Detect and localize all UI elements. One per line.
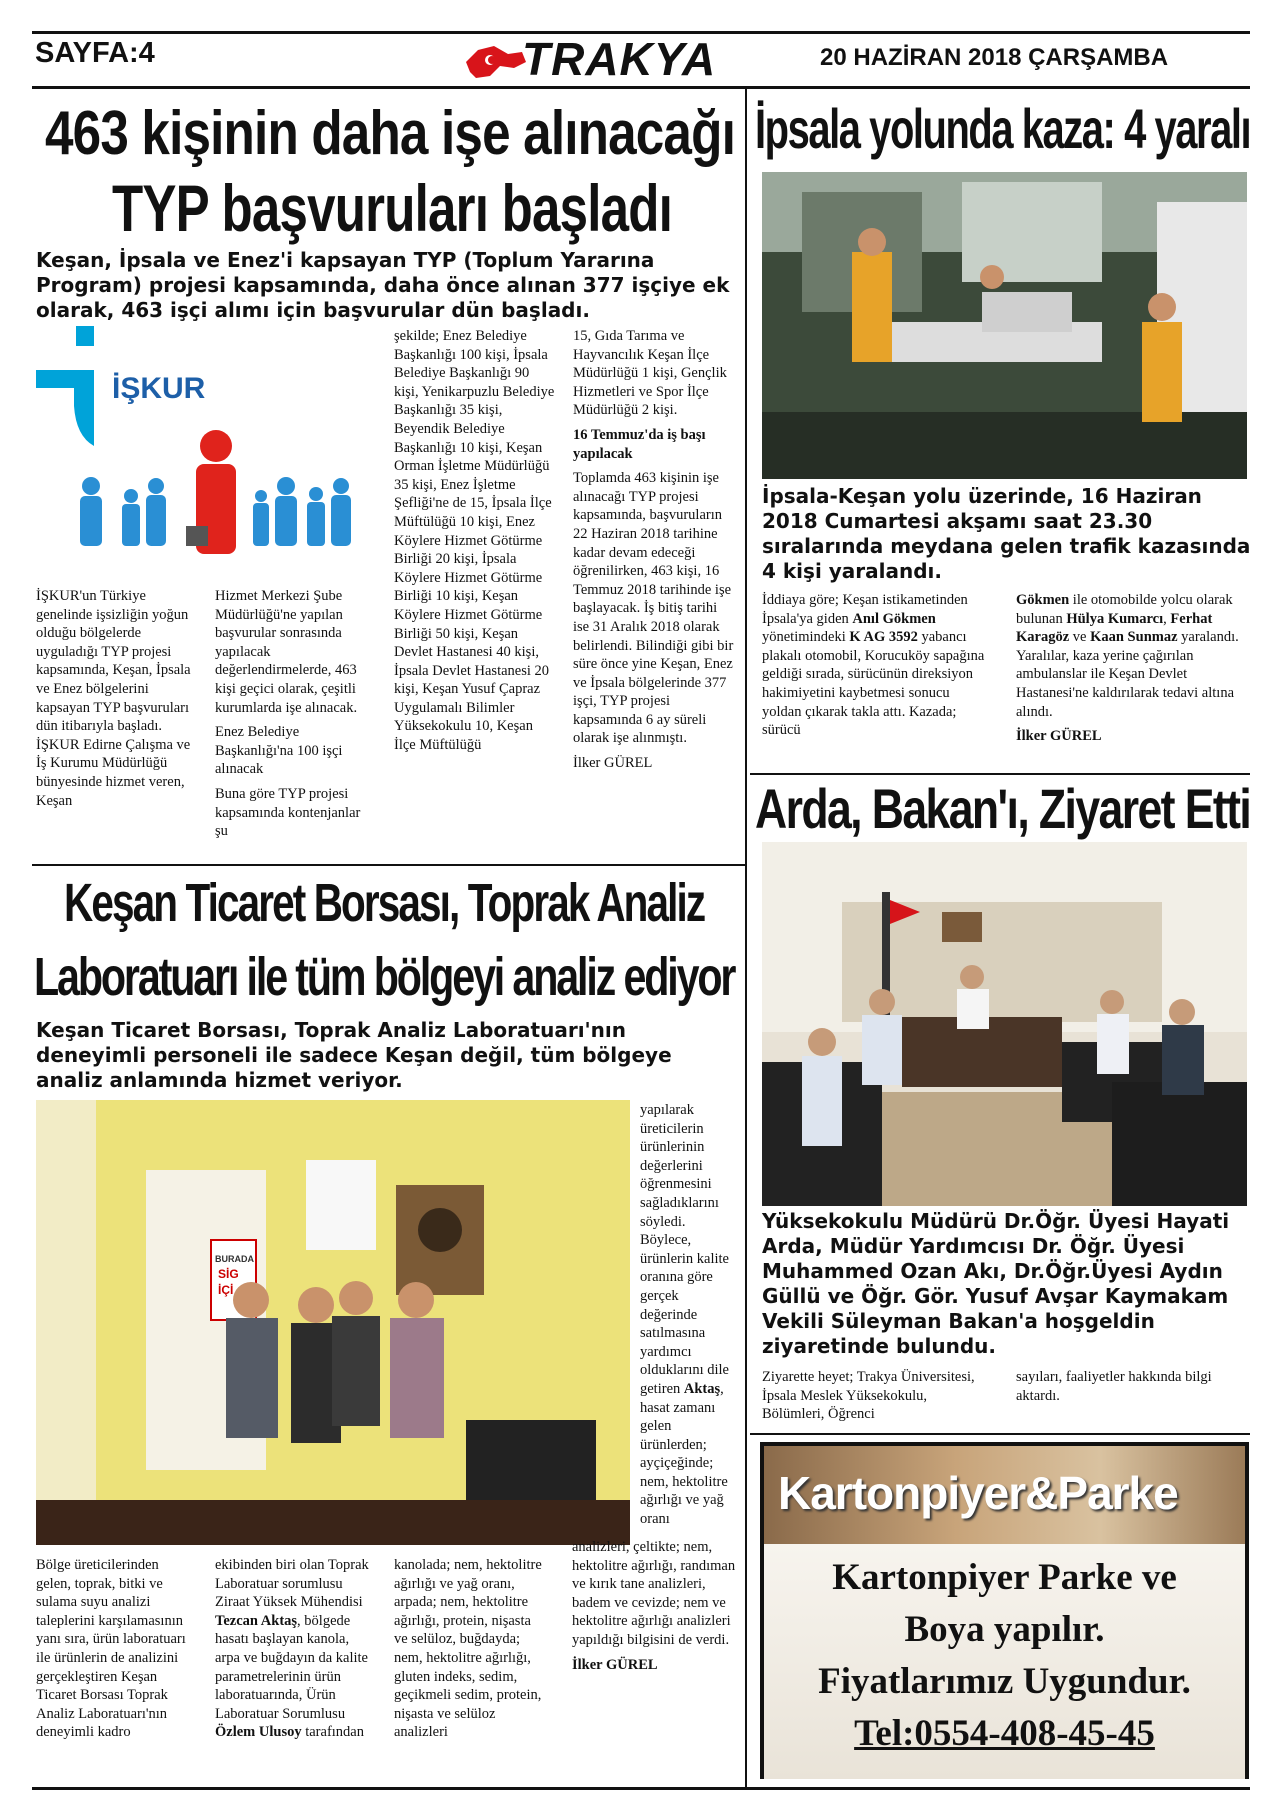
article4-col2	[215, 1556, 375, 1748]
article1-col3-text: şekilde; Enez Belediye Başkanlığı 100 kişi, İpsala Belediye Başkanlığı 90 kişi, Yenikarpuzlu Belediye Başkanlığı 35 kişi, Beyendik Belediye Başkanlığı 10 kişi, Keşan Orman İşletme Müdürlüğü 35 kişi, Enez İşletme Şefliği'ne de 15, İpsala İlçe Müftülüğü 10 kişi, Enez Köylere Hizmet Götürme Birliği 20 kişi, İpsala Köylere Hizmet Götürme Birliği 10 kişi, Keşan Köylere Hizmet Götürme Birliği 50 kişi, Keşan Devlet Hastanesi 40 kişi, İpsala Devlet Hastanesi 20 kişi, Keşan Yusuf Çapraz Uygulamalı Bilimler Yüksekokulu 10, Keşan İlçe Müftülüğü	[394, 328, 555, 754]
text-span: ,	[1163, 610, 1171, 627]
article3-lede: Yüksekokulu Müdürü Dr.Öğr. Üyesi Hayati Arda, Müdür Yardımcısı Dr. Öğr. Üyesi Muhammed Ozan Akı, Dr.Öğr.Üyesi Aydın Güllü ve Öğr. Gör. Yusuf Avşar Kaymakam Vekili Süleyman Bakan'a hoşgeldin ziyaretinde bulundu.	[762, 1209, 1230, 1358]
article2-col2	[1016, 591, 1251, 752]
article4-col3	[394, 1556, 544, 1748]
article1-lede: Keşan, İpsala ve Enez'i kapsayan TYP (Toplum Yararına Program) projesi kapsamında, daha önce alınan 377 işçiye ek olarak, 463 işçi alımı için başvurular dün başladı.	[36, 248, 730, 322]
article1-headline-2: TYP başvuruları başladı	[112, 171, 673, 245]
ad-line-3: Fiyatlarımız Uygundur.	[818, 1661, 1191, 1702]
article4-col4	[572, 1538, 737, 1680]
lab-team-photo	[36, 1100, 630, 1545]
article4-col1	[36, 1556, 194, 1748]
iskur-logo-icon	[36, 326, 366, 570]
article3-headline: Arda, Bakan'ı, Ziyaret Etti	[755, 777, 1251, 840]
article2-col1	[762, 591, 992, 746]
article4-col4-text: analizleri, çeltikte; nem, hektolitre ağırlığı, randıman ve kırık tane analizleri, badem ve cevizde; nem ve hektolitre ağırlığı analizleri yapıldığı bilgisini de verdi.	[572, 1539, 736, 1648]
name-bold: Aktaş	[683, 1380, 721, 1397]
page-number: SAYFA:4	[35, 37, 155, 69]
ad-banner	[764, 1446, 1245, 1544]
text-span: yaralandı. Yaralılar, kaza yerine çağırılan ambulanslar ile Keşan Devlet Hastanesi'ne kaldırılarak tedavi altına alındı.	[1016, 629, 1239, 720]
ad-line-2: Boya yapılır.	[904, 1609, 1105, 1650]
sign-text-3: İÇİ	[218, 1283, 234, 1297]
article1-col2-p3: Buna göre TYP projesi kapsamında kontenjanlar şu	[215, 785, 361, 840]
article4-col2-text	[215, 1556, 375, 1742]
iskur-illustration	[36, 326, 366, 570]
article2-headline: İpsala yolunda kaza: 4 yaralı	[755, 97, 1251, 160]
article4-byline	[572, 1656, 737, 1675]
column-divider	[745, 89, 747, 1787]
article2-col2-text	[1016, 591, 1251, 721]
svg-text:İŞKUR: İŞKUR	[112, 372, 206, 405]
article1-col2-p1: Hizmet Merkezi Şube Müdürlüğü'ne yapılan başvurular sonrasında yapılacak değerlendirmelerde, 463 kişi geçici olarak, çeşitli kurumlarda işe alınacak.	[215, 588, 358, 716]
text-span: ve	[1069, 629, 1091, 646]
article1-col3	[394, 327, 556, 761]
article4-col3-text: kanolada; nem, hektolitre ağırlığı ve yağ oranı, arpada; nem, hektolitre ağırlığı, protein, nişasta ve selüloz, buğdayda; nem, hektolitre ağırlığı, gluten indeks, sedim, geçikmeli sedim, protein, nişasta ve selüloz analizleri	[394, 1557, 542, 1741]
accident-photo	[762, 172, 1247, 479]
name-bold: Hülya Kumarcı	[1066, 610, 1164, 627]
article2-col1-text	[762, 591, 992, 740]
visit-photo	[762, 842, 1247, 1206]
text-span: yönetimindeki	[762, 629, 850, 646]
ad-banner-text: Kartonpiyer&Parke	[778, 1467, 1178, 1519]
article4-side-text	[640, 1101, 738, 1529]
logo-text: TRAKYA	[522, 33, 717, 85]
issue-date: 20 HAZİRAN 2018 ÇARŞAMBA	[820, 44, 1169, 71]
name-bold: Tezcan Aktaş	[215, 1612, 298, 1629]
ad-body	[764, 1544, 1245, 1779]
article4-side-col	[640, 1101, 738, 1535]
masthead-logo	[460, 32, 760, 86]
article4-lede: Keşan Ticaret Borsası, Toprak Analiz Laboratuarı'nın deneyimli personeli ile sadece Keşan değil, tüm bölgeye analiz anlamında hizmet veriyor.	[36, 1018, 672, 1092]
sign-text-1: BURADA	[215, 1254, 254, 1264]
article4-headline-2: Laboratuarı ile tüm bölgeyi analiz ediyor	[34, 947, 735, 1007]
article1-col1-text: İŞKUR'un Türkiye genelinde işsizliğin yoğun olduğu bölgelerde uyguladığı TYP projesi kapsamında, Keşan, İpsala ve Enez bölgelerini kapsayan TYP başvuruları dün itibarıyla başladı. İŞKUR Edirne Çalışma ve İş Kurumu Müdürlüğü bünyesinde hizmet veren, Keşan	[36, 588, 191, 809]
ad-line-1: Kartonpiyer Parke ve	[832, 1557, 1177, 1598]
section-divider-right-2	[750, 1433, 1250, 1435]
text-span: ekibinden biri olan Toprak Laboratuar sorumlusu Ziraat Yüksek Mühendisi	[215, 1557, 369, 1611]
ad-phone: Tel:0554-408-45-45	[854, 1713, 1155, 1754]
sign-text-2: SİG	[218, 1267, 239, 1281]
article1-byline: İlker GÜREL	[573, 755, 653, 772]
article1-headline-1: 463 kişinin daha işe alınacağı	[45, 99, 735, 168]
ambulance-scene-image	[762, 172, 1247, 479]
section-divider-left	[32, 864, 745, 866]
byline-bold: İlker GÜREL	[572, 1656, 658, 1673]
text-span: , hasat zamanı gelen ürünlerden; ayçiçeğinde; nem, hektolitre ağırlığı ve yağ oranı	[640, 1380, 728, 1528]
text-span: tarafından	[301, 1724, 364, 1741]
article1-col1	[36, 587, 204, 816]
article1-col2	[215, 587, 373, 847]
article3-col1	[762, 1368, 992, 1430]
plate-bold: K AG 3592	[849, 629, 918, 646]
article2-byline	[1016, 727, 1251, 746]
article4-col1-text: Bölge üreticilerinden gelen, toprak, bitki ve sulama suyu analizi taleplerini karşılamasının yanı sıra, ürün laboratuarı ile ürünlerin de analizini gerçekleştiren Keşan Ticaret Borsası Toprak Analiz Laboratuarı'nın deneyimli kadro	[36, 1557, 186, 1741]
article1-col4-subhead: 16 Temmuz'da iş başı yapılacak	[573, 426, 706, 462]
article4-headline-1: Keşan Ticaret Borsası, Toprak Analiz	[64, 873, 705, 933]
article1-col4	[573, 327, 735, 779]
article1-col2-p2: Enez Belediye Başkanlığı'na 100 işçi alınacak	[215, 724, 343, 778]
byline-bold: İlker GÜREL	[1016, 728, 1102, 745]
name-bold: Özlem Ulusoy	[215, 1724, 302, 1741]
ad-text	[764, 1552, 1245, 1760]
name-bold: Ferhat Karagöz	[1016, 610, 1213, 646]
masthead-rule	[32, 86, 1250, 89]
article1-col4-p1: 15, Gıda Tarıma ve Hayvancılık Keşan İlçe Müdürlüğü 1 kişi, Gençlik Hizmetleri ve Spor İlçe Müdürlüğü 2 kişi.	[573, 328, 727, 419]
article2-lede: İpsala-Keşan yolu üzerinde, 16 Haziran 2018 Cumartesi akşamı saat 23.30 sıralarında meydana gelen trafik kazasında 4 kişi yaralandı.	[762, 484, 1251, 583]
kartonpiyer-ad	[760, 1442, 1249, 1779]
name-bold: Gökmen	[1016, 592, 1070, 608]
name-bold: Anıl Gökmen	[852, 610, 936, 627]
name-bold: Kaan Sunmaz	[1090, 629, 1178, 646]
text-span: yapılarak üreticilerin ürünlerinin değerlerini öğrenmesini sağladıklarını söyledi. Böylece, ürünlerin kalite oranına göre gerçek değerinde satılmasına yardımcı olduklarını dile getiren	[640, 1102, 729, 1397]
text-span: ile otomobilde yolcu olarak bulunan	[1016, 592, 1233, 627]
article1-col4-p2: Toplamda 463 kişinin işe alınacağı TYP projesi kapsamında, başvuruların 22 Haziran 2018 tarihine kadar devam edeceği öğrenilirken, 463 kişi, 16 Temmuz 2018 tarihinde işe başlayacak. İş bitiş tarihi ise 31 Aralık 2018 olarak belirlendi. Bilindiği gibi bir süre önce yine Keşan, Enez ve İpsala bölgelerinde 377 işçi, TYP projesi kapsamında 6 ay süreli olarak işe alınmıştı.	[573, 470, 734, 747]
article3-col1-text: Ziyarette heyet; Trakya Üniversitesi, İpsala Meslek Yüksekokulu, Bölümleri, Öğrenci	[762, 1369, 975, 1423]
text-span: İddiaya göre; Keşan istikametinden İpsala'ya giden	[762, 592, 968, 627]
article3-col2	[1016, 1368, 1251, 1411]
section-divider-right-1	[750, 773, 1250, 775]
article3-col2-text: sayıları, faaliyetler hakkında bilgi aktardı.	[1016, 1369, 1212, 1404]
bottom-rule	[32, 1787, 1250, 1790]
office-meeting-image	[762, 842, 1247, 1206]
text-span: yabancı plakalı otomobil, Korucuköy sapağına geldiği sırada, sürücünün direksiyon hakimiyetini kaybetmesi sonucu yoldan çıkarak takla attı. Kazada; sürücü	[762, 629, 985, 739]
text-span: , bölgede hasatı başlayan kanola, arpa ve buğdayın da kalite parametrelerinin ürün laboratuarında, Ürün Laboratuar Sorumlusu	[215, 1612, 368, 1722]
lab-staff-image	[36, 1100, 630, 1545]
